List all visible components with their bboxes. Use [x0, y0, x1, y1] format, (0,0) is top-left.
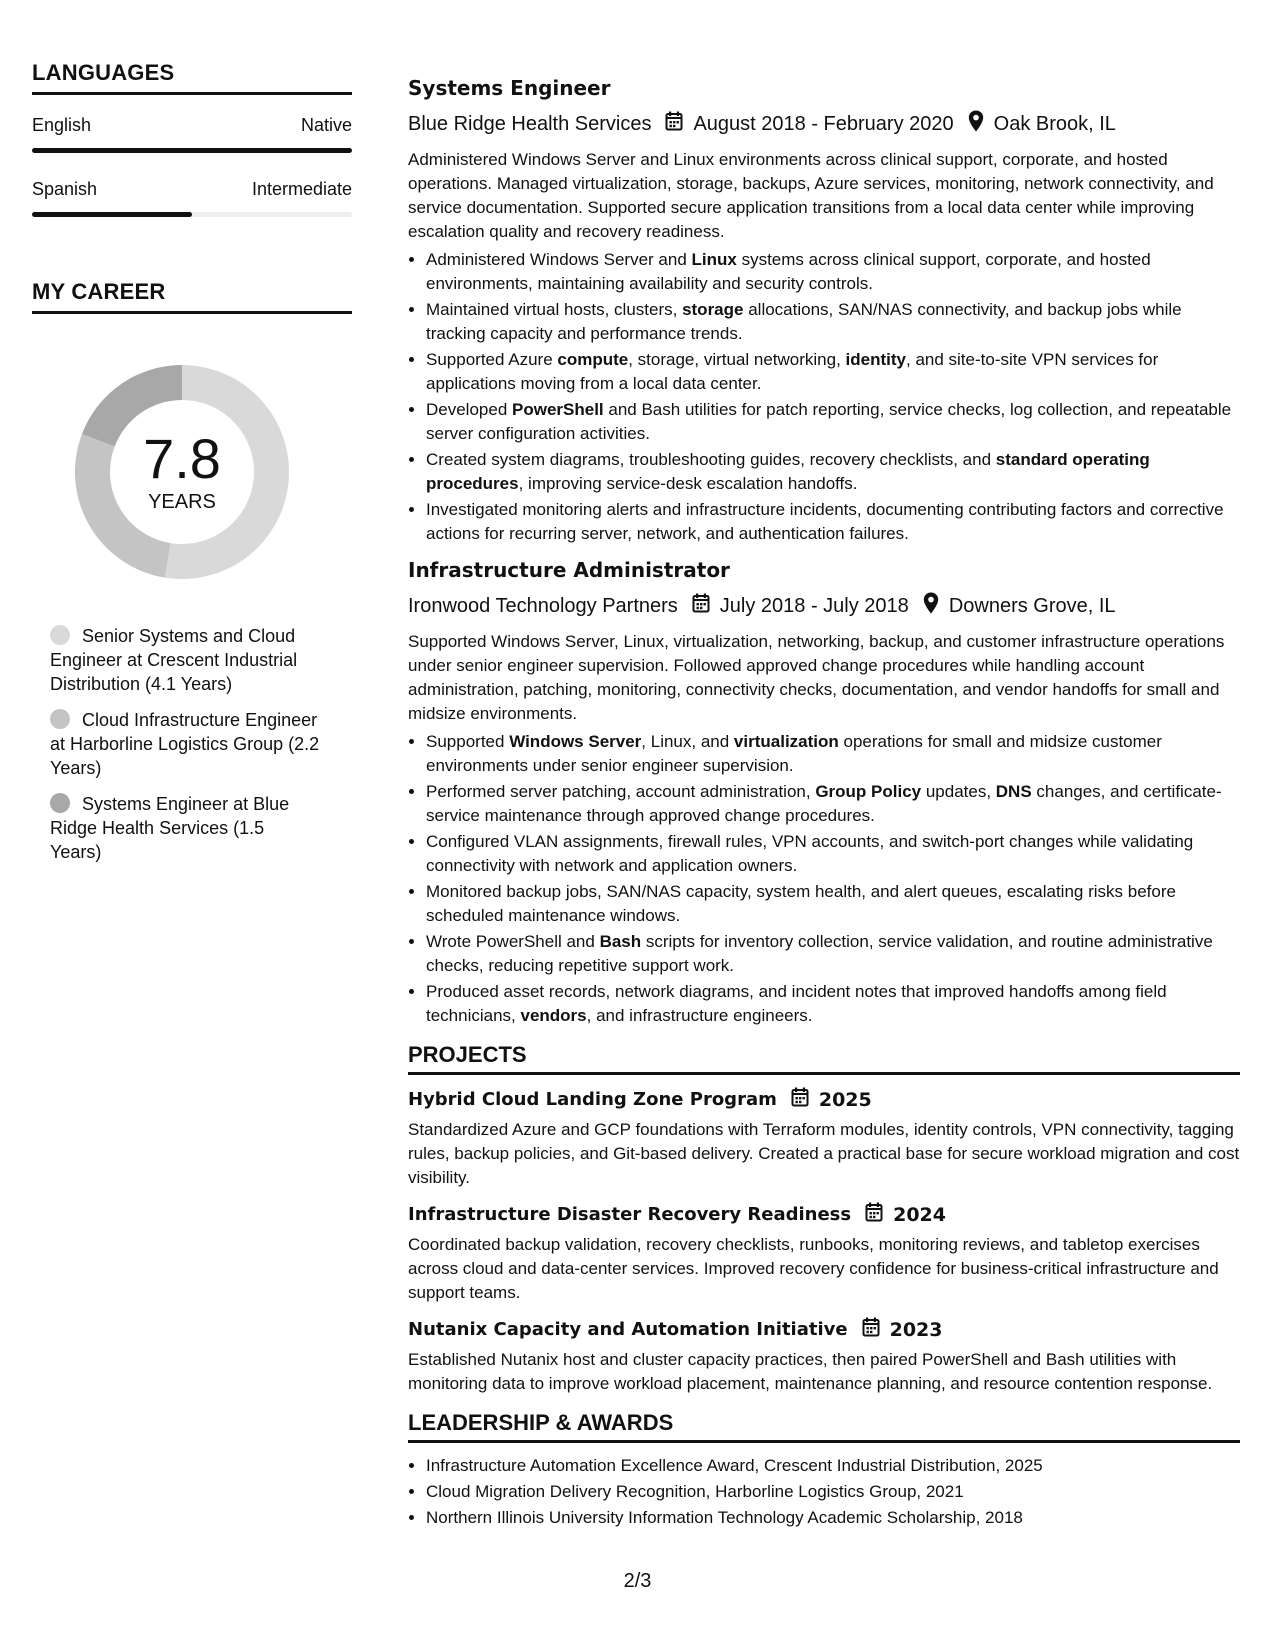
project-item: [408, 1087, 1240, 1190]
career-legend-item: [50, 624, 320, 696]
bullet-keyword: identity: [845, 350, 906, 369]
job-dates: July 2018 - July 2018: [719, 594, 909, 617]
language-proficiency-bar: [32, 148, 352, 153]
job-bullet: • Configured VLAN assignments, firewall rules, VPN accounts, and switch-port changes while validating connectivity with network and application owners.: [426, 830, 1240, 878]
awards-list: [408, 1453, 1240, 1531]
experience-entry: [408, 76, 1240, 546]
job-location: Oak Brook, IL: [993, 112, 1116, 135]
job-title: Infrastructure Administrator: [408, 558, 730, 582]
job-bullet: • Wrote PowerShell and Bash scripts for inventory collection, service validation, and routine administrative checks, reducing repetitive support work.: [426, 930, 1240, 978]
project-description: Standardized Azure and GCP foundations with Terraform modules, identity controls, VPN connectivity, tagging rules, backup policies, and Git-based delivery. Created a practical base for secure workload migration and cost visibility.: [408, 1120, 1240, 1187]
project-header: [408, 1087, 1240, 1112]
job-bullet: • Investigated monitoring alerts and infrastructure incidents, documenting contributing factors and corrective actions for recurring server, network, and authentication failures.: [426, 498, 1240, 546]
calendar-icon: [665, 111, 683, 137]
bullet-keyword: Group Policy: [815, 782, 922, 801]
company-name: Ironwood Technology Partners: [408, 594, 678, 617]
career-legend-label: Cloud Infrastructure Engineer at Harborline Logistics Group (2.2 Years): [50, 710, 320, 778]
career-donut-center: [66, 356, 298, 588]
bullet-keyword: virtualization: [733, 732, 839, 751]
job-title: Systems Engineer: [408, 76, 611, 100]
language-proficiency-fill: [32, 212, 192, 217]
job-bullet: • Monitored backup jobs, SAN/NAS capacity, system health, and alert queues, escalating risks before scheduled maintenance windows.: [426, 880, 1240, 928]
project-item: [408, 1317, 1240, 1396]
projects-list: [408, 1087, 1240, 1396]
job-bullet: • Created system diagrams, troubleshooting guides, recovery checklists, and standard operating procedures, improving service-desk escalation handoffs.: [426, 448, 1240, 496]
language-item: [32, 179, 352, 217]
job-bullet: • Administered Windows Server and Linux systems across clinical support, corporate, and hosted environments, maintaining availability and security controls.: [426, 248, 1240, 296]
company-name: Blue Ridge Health Services: [408, 112, 652, 135]
bullet-keyword: Linux: [691, 250, 737, 269]
language-item: [32, 115, 352, 153]
main-content: [408, 76, 1240, 1531]
job-bullet: • Supported Azure compute, storage, virtual networking, identity, and site-to-site VPN services for applications moving from a local data center.: [426, 348, 1240, 396]
language-level: Native: [300, 115, 352, 135]
calendar-icon: [862, 1317, 880, 1342]
languages-list: [32, 115, 352, 217]
project-header: [408, 1202, 1240, 1227]
location-pin-icon: [968, 110, 984, 138]
page-number: 2/3: [623, 1570, 652, 1592]
award-item: • Northern Illinois University Information Technology Academic Scholarship, 2018: [426, 1505, 1240, 1531]
job-bullet: • Performed server patching, account administration, Group Policy updates, DNS changes, and certificate-service maintenance through approved change procedures.: [426, 780, 1240, 828]
job-bullet: • Maintained virtual hosts, clusters, storage allocations, SAN/NAS connectivity, and backup jobs while tracking capacity and performance trends.: [426, 298, 1240, 346]
career-donut-chart: [66, 356, 298, 588]
project-description: Established Nutanix host and cluster capacity practices, then paired PowerShell and Bash utilities with monitoring data to improve workload placement, maintenance planning, and resource contention response.: [408, 1350, 1213, 1393]
job-location: Downers Grove, IL: [948, 594, 1116, 617]
bullet-keyword: Bash: [599, 932, 642, 951]
career-legend-item: [50, 792, 320, 864]
award-item: • Cloud Migration Delivery Recognition, Harborline Logistics Group, 2021: [426, 1479, 1240, 1505]
projects-heading: PROJECTS: [408, 1042, 1240, 1075]
job-bullet: • Produced asset records, network diagrams, and incident notes that improved handoffs among field technicians, vendors, and infrastructure engineers.: [426, 980, 1240, 1028]
career-legend: [32, 624, 320, 864]
job-summary: Administered Windows Server and Linux environments across clinical support, corporate, and hosted operations. Managed virtualization, storage, backups, Azure services, monitoring, network connectivity, and service documentation. Supported secure application transitions from a local data center while improving escalation quality and recovery readiness.: [408, 150, 1214, 241]
legend-dot-icon: [50, 625, 70, 645]
project-year: 2024: [893, 1203, 946, 1226]
calendar-icon: [791, 1087, 809, 1112]
job-summary: Supported Windows Server, Linux, virtualization, networking, backup, and customer infrastructure operations under senior engineer supervision. Followed approved change procedures while handling account administration, patching, monitoring, connectivity checks, documentation, and vendor handoffs for small and midsize environments.: [408, 632, 1225, 723]
bullet-keyword: vendors: [520, 1006, 587, 1025]
project-year: 2025: [818, 1088, 872, 1111]
project-year: 2023: [889, 1318, 943, 1341]
bullet-keyword: compute: [557, 350, 629, 369]
project-title: Infrastructure Disaster Recovery Readiness: [408, 1204, 852, 1225]
calendar-icon: [865, 1202, 883, 1227]
bullet-keyword: standard operating procedures: [426, 450, 1150, 493]
job-meta: [408, 110, 1240, 138]
bullet-keyword: DNS: [995, 782, 1032, 801]
language-proficiency-bar: [32, 212, 352, 217]
location-pin-icon: [923, 592, 939, 620]
career-legend-item: [50, 708, 320, 780]
experience-entry: [408, 558, 1240, 1028]
job-bullets: [408, 730, 1240, 1028]
career-heading: MY CAREER: [32, 279, 352, 314]
languages-heading: LANGUAGES: [32, 60, 352, 95]
bullet-keyword: storage: [682, 300, 744, 319]
career-total-unit: YEARS: [148, 490, 216, 513]
career-legend-label: Systems Engineer at Blue Ridge Health Services (1.5 Years): [50, 794, 290, 862]
career-legend-label: Senior Systems and Cloud Engineer at Crescent Industrial Distribution (4.1 Years): [50, 626, 298, 694]
job-dates: August 2018 - February 2020: [693, 112, 954, 135]
award-item: • Infrastructure Automation Excellence Award, Crescent Industrial Distribution, 2025: [426, 1453, 1240, 1479]
job-bullet: • Developed PowerShell and Bash utilities for patch reporting, service checks, log collection, and repeatable server configuration activities.: [426, 398, 1240, 446]
sidebar: [32, 60, 352, 876]
language-name: English: [32, 115, 92, 135]
project-item: [408, 1202, 1240, 1305]
career-total-value: 7.8: [143, 426, 221, 490]
calendar-icon: [692, 593, 710, 619]
language-proficiency-fill: [32, 148, 352, 153]
language-level: Intermediate: [251, 179, 352, 199]
job-bullets: [408, 248, 1240, 546]
bullet-keyword: Windows Server: [509, 732, 642, 751]
language-name: Spanish: [32, 179, 98, 199]
job-bullet: • Supported Windows Server, Linux, and virtualization operations for small and midsize customer environments under senior engineer supervision.: [426, 730, 1240, 778]
awards-heading: LEADERSHIP & AWARDS: [408, 1410, 1240, 1443]
project-title: Nutanix Capacity and Automation Initiative: [408, 1319, 848, 1340]
legend-dot-icon: [50, 709, 70, 729]
bullet-keyword: PowerShell: [512, 400, 604, 419]
project-header: [408, 1317, 1240, 1342]
project-title: Hybrid Cloud Landing Zone Program: [408, 1089, 777, 1110]
job-meta: [408, 592, 1240, 620]
legend-dot-icon: [50, 793, 70, 813]
project-description: Coordinated backup validation, recovery checklists, runbooks, monitoring reviews, and tabletop exercises across cloud and data-center services. Improved recovery confidence for business-critical infrastructure and support teams.: [408, 1235, 1219, 1302]
